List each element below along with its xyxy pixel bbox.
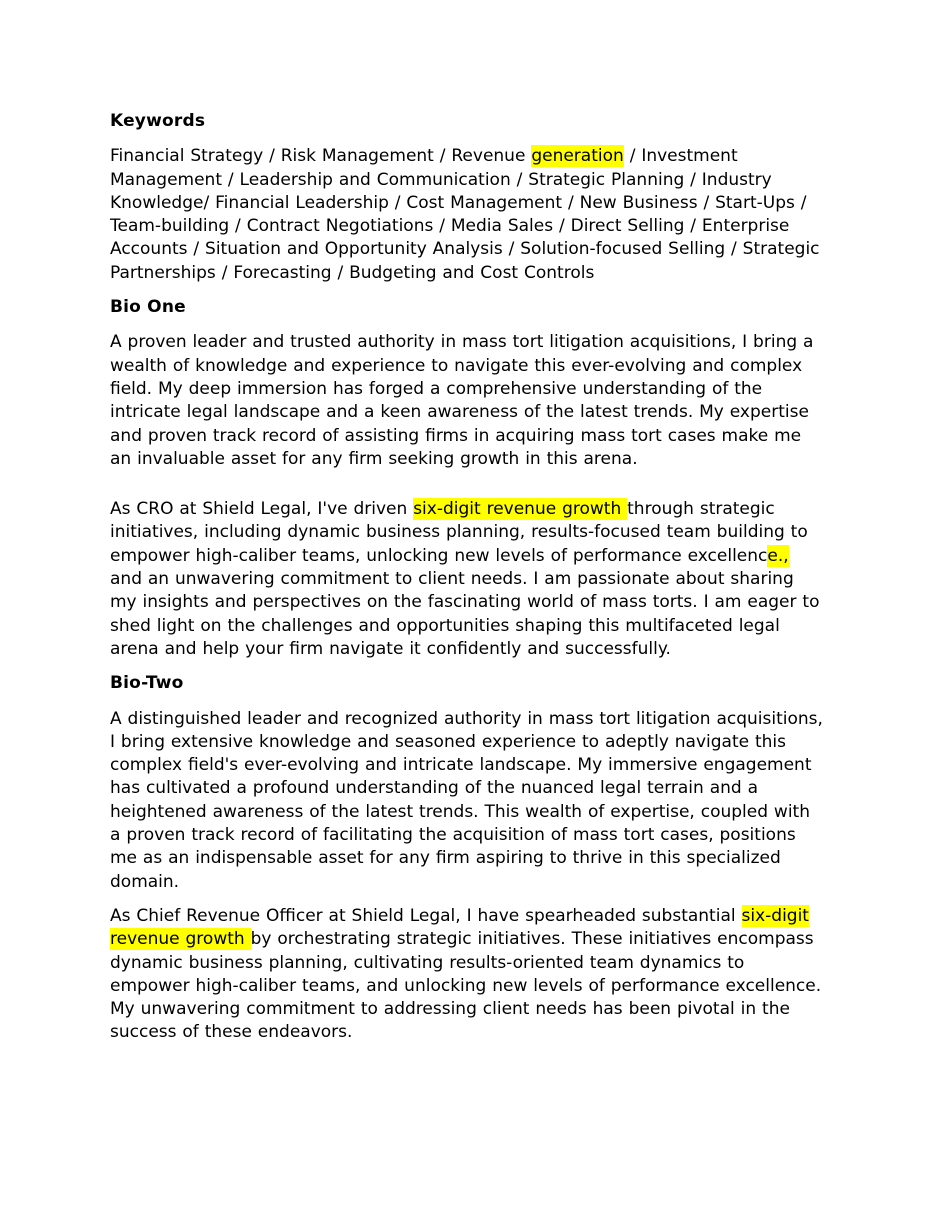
text-run: As Chief Revenue Officer at Shield Legal, I have spearheaded substantial (110, 905, 742, 926)
text-run: by orchestrating strategic initiatives. These initiatives encompass dynamic business planning, cultivating results-oriented team dynamics to empower high-caliber teams, and unlocking new levels of performance excellence. My unwavering commitment to addressing client needs has been pivotal in the success of these endeavors. (110, 929, 822, 1043)
text-run: A distinguished leader and recognized authority in mass tort litigation acquisitions, I bring extensive knowledge and seasoned experience to adeptly navigate this complex field's ever-evolving and intricate landscape. My immersive engagement has cultivated a profound understanding of the nuanced legal terrain and a heightened awareness of the latest trends. This wealth of expertise, coupled with a proven track record of facilitating the acquisition of mass tort cases, positions me as an indispensable asset for any firm aspiring to thrive in this specialized domain. (110, 708, 823, 892)
section-heading: Bio-Two (110, 673, 184, 694)
paragraph (110, 331, 826, 471)
highlighted-text: e., (767, 545, 789, 566)
paragraph (110, 905, 826, 1045)
highlighted-text: six-digit revenue growth (110, 905, 809, 950)
text-run: As CRO at Shield Legal, I've driven (110, 499, 414, 520)
paragraph (110, 145, 826, 285)
paragraph (110, 708, 826, 894)
highlighted-text: six-digit revenue growth (413, 499, 628, 520)
section-heading: Keywords (110, 111, 206, 131)
text-run: / Investment Management / Leadership and Communication / Strategic Planning / Industry Knowledge/ Financial Leadership / Cost Management / New Business / Start-Ups / Team-building / Contract Negotiations / Media Sales / Direct Selling / Enterprise Accounts / Situation and Opportunity Analysis / Solution-focused Selling / Strategic Partnerships / Forecasting / Budgeting and Cost Controls (110, 146, 820, 283)
text-run: through strategic initiatives, including dynamic business planning, results-focused team building to empower high-caliber teams, unlocking new levels of performance excellenc (110, 499, 808, 566)
paragraph (110, 498, 826, 661)
section-heading: Bio One (110, 297, 186, 318)
text-run: A proven leader and trusted authority in mass tort litigation acquisitions, I bring a wealth of knowledge and experience to navigate this ever-evolving and complex field. My deep immersion has forged a comprehensive understanding of the intricate legal landscape and a keen awareness of the latest trends. My expertise and proven track record of assisting firms in acquiring mass tort cases make me an invaluable asset for any firm seeking growth in this arena. (110, 332, 814, 469)
highlighted-text: generation (531, 146, 624, 167)
text-run: and an unwavering commitment to client needs. I am passionate about sharing my insights and perspectives on the fascinating world of mass torts. I am eager to shed light on the challenges and opportunities shaping this multifaceted legal arena and help your firm navigate it confidently and successfully. (110, 569, 820, 659)
text-run: Financial Strategy / Risk Management / Revenue (110, 146, 532, 167)
